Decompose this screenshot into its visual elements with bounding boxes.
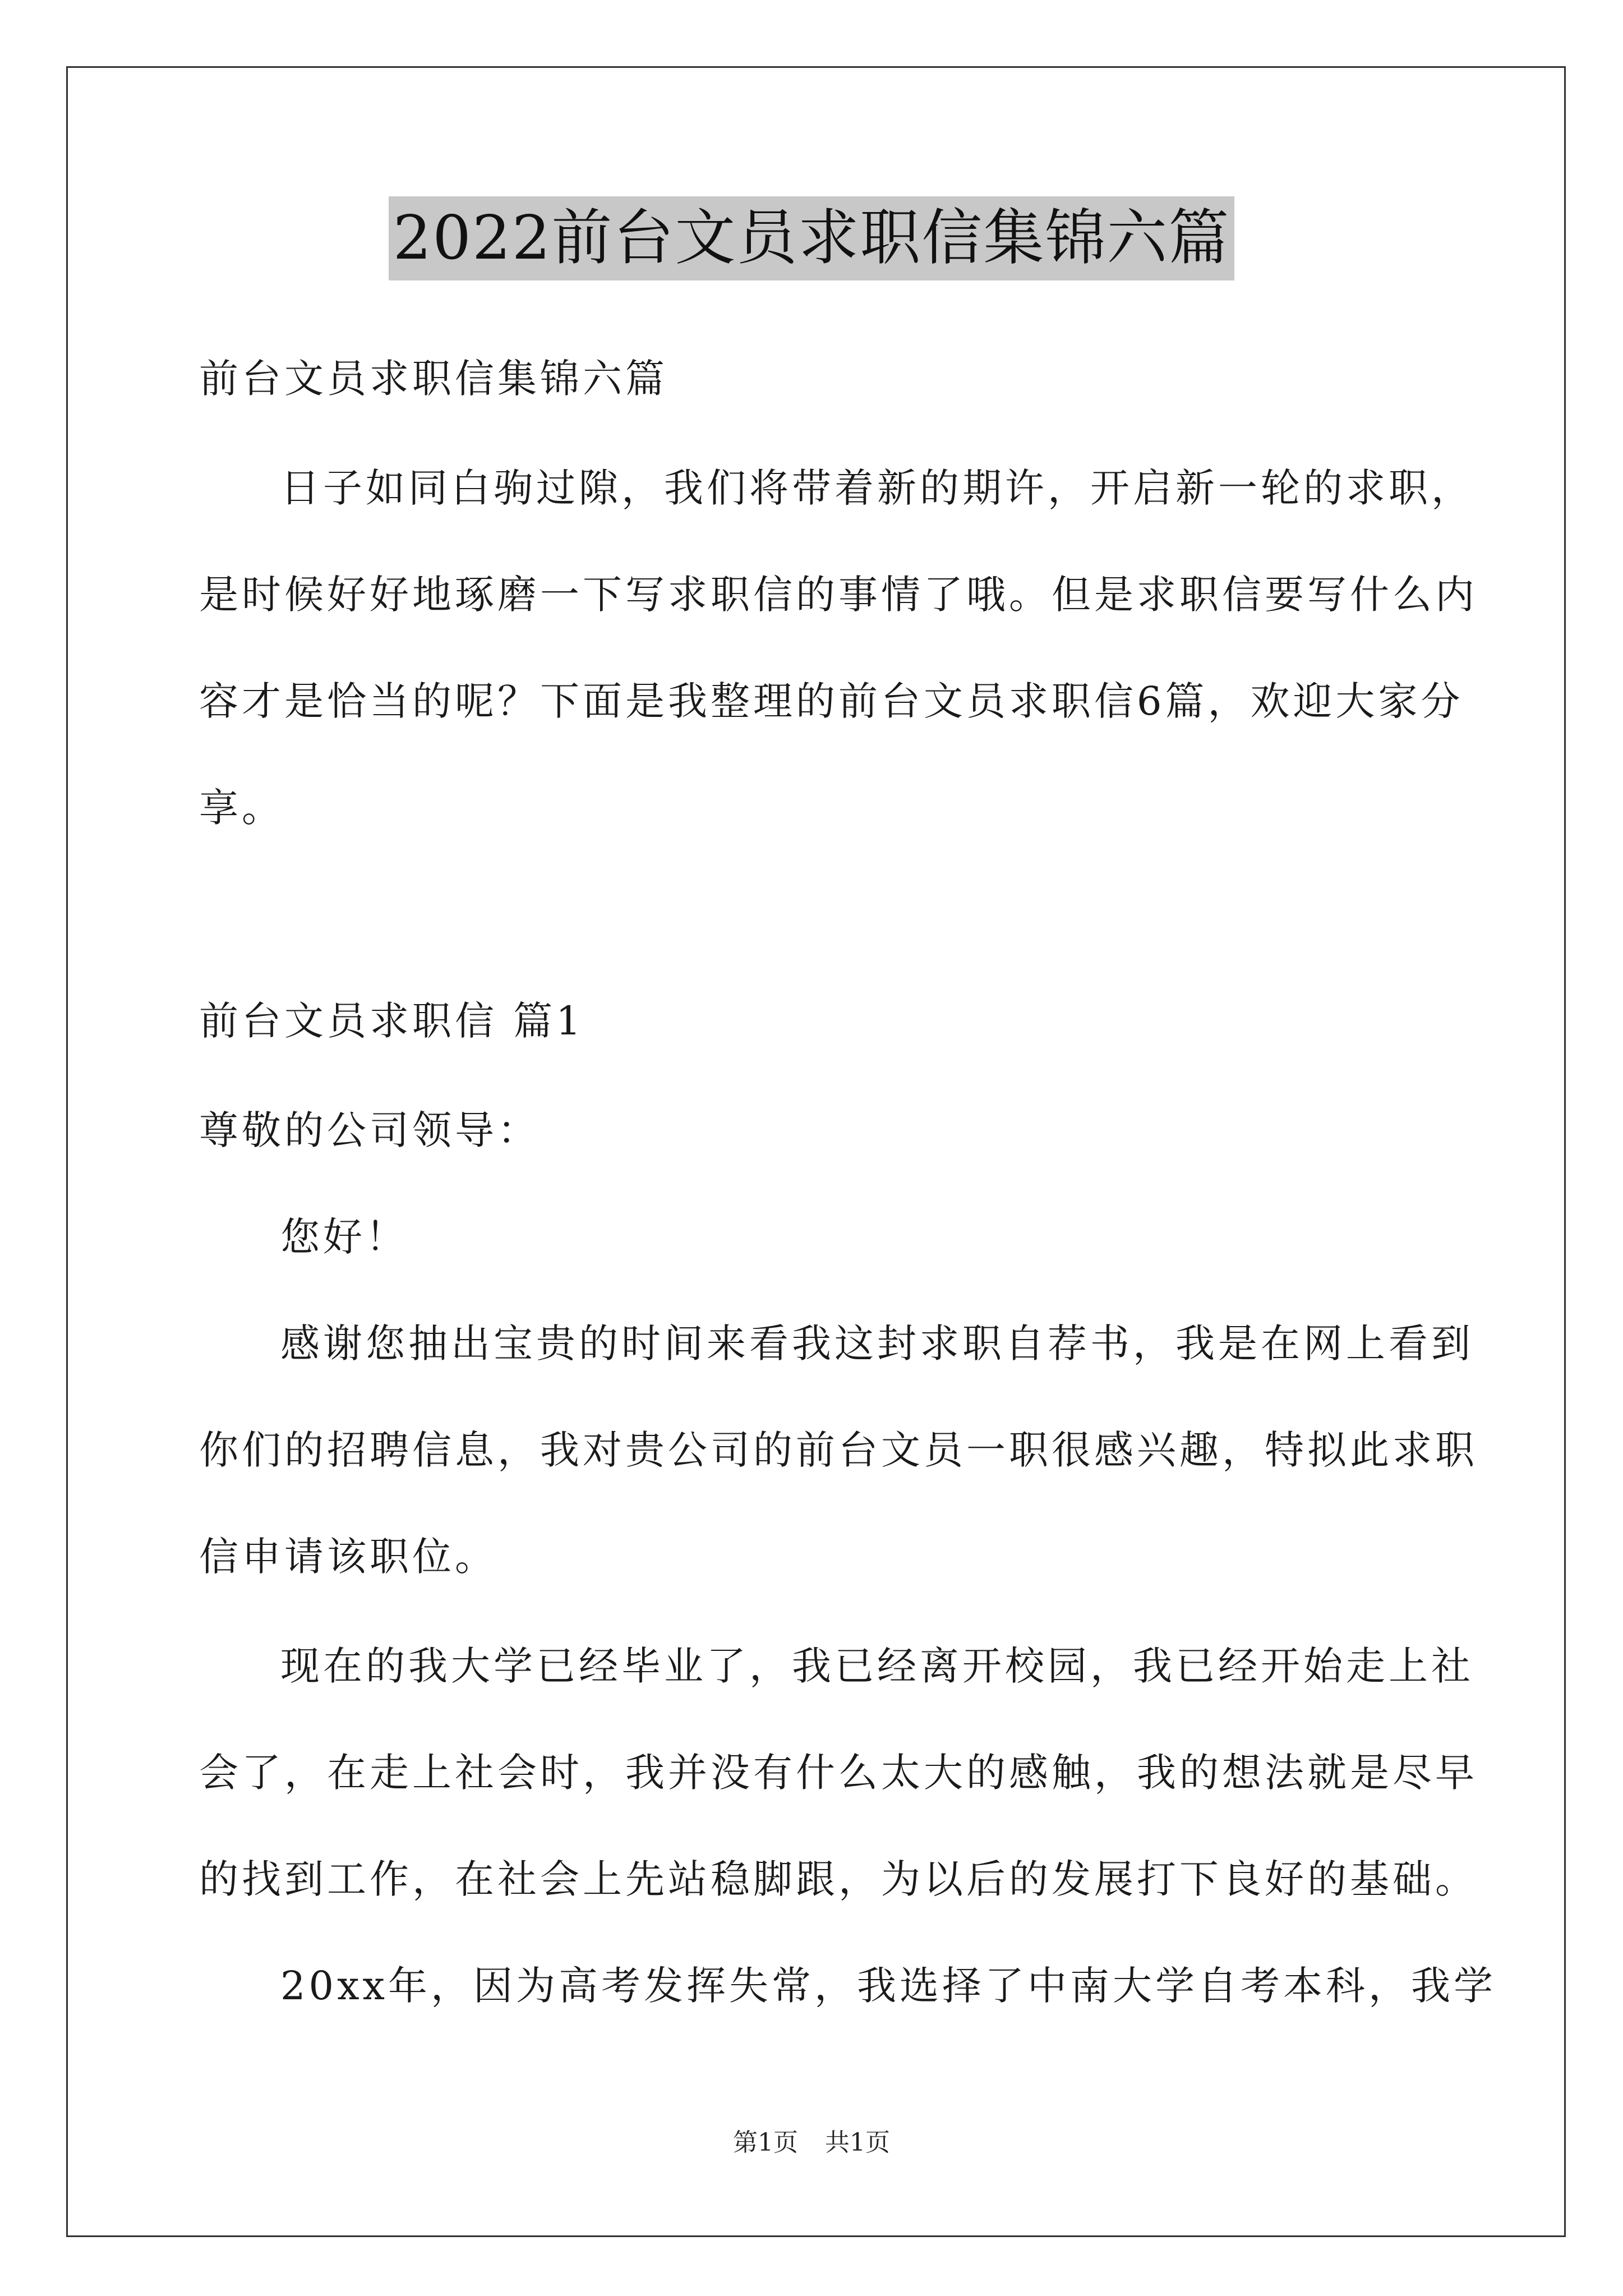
paragraph1-line-3: 信申请该职位。 xyxy=(199,1534,497,1580)
intro-line-3: 容才是恰当的呢？下面是我整理的前台文员求职信6篇，欢迎大家分 xyxy=(199,678,1464,724)
document-subtitle: 前台文员求职信集锦六篇 xyxy=(199,356,668,402)
intro-line-1: 日子如同白驹过隙，我们将带着新的期许，开启新一轮的求职， xyxy=(280,465,1474,511)
intro-line-2: 是时候好好地琢磨一下写求职信的事情了哦。但是求职信要写什么内 xyxy=(199,572,1478,618)
title-container xyxy=(0,196,1623,280)
paragraph3-line-1: 20xx年，因为高考发挥失常，我选择了中南大学自考本科，我学 xyxy=(280,1963,1497,2009)
paragraph1-line-2: 你们的招聘信息，我对贵公司的前台文员一职很感兴趣，特拟此求职 xyxy=(199,1427,1478,1473)
salutation: 尊敬的公司领导： xyxy=(199,1107,540,1153)
paragraph2-line-2: 会了，在走上社会时，我并没有什么太大的感触，我的想法就是尽早 xyxy=(199,1750,1478,1796)
paragraph1-line-1: 感谢您抽出宝贵的时间来看我这封求职自荐书，我是在网上看到 xyxy=(280,1320,1474,1366)
page-footer xyxy=(0,2126,1623,2160)
paragraph2-line-1: 现在的我大学已经毕业了，我已经离开校园，我已经开始走上社 xyxy=(280,1643,1474,1689)
greeting: 您好！ xyxy=(280,1214,408,1260)
document-title: 2022前台文员求职信集锦六篇 xyxy=(389,196,1235,280)
section-heading: 前台文员求职信 篇1 xyxy=(199,998,584,1044)
paragraph2-line-3: 的找到工作，在社会上先站稳脚跟，为以后的发展打下良好的基础。 xyxy=(199,1856,1478,1902)
page-number-current: 第1页 xyxy=(733,2128,798,2157)
intro-line-4: 享。 xyxy=(199,785,284,831)
page-number-total: 共1页 xyxy=(825,2128,890,2157)
